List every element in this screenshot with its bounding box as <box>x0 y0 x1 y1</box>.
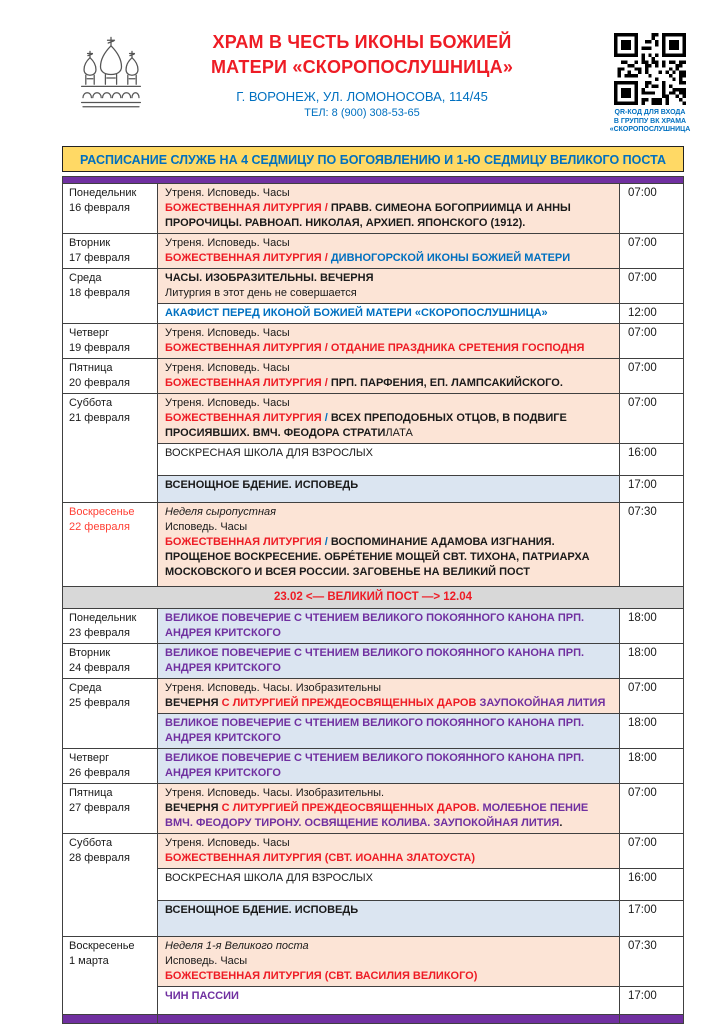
service-cell <box>158 444 620 476</box>
day-label: 16 февраля <box>69 202 130 214</box>
service-cell <box>158 394 620 444</box>
service-text-line <box>165 446 612 461</box>
qr-caption-line: «СКОРОПОСЛУШНИЦА <box>609 126 691 133</box>
service-text-segment: ПРП. ПАРФЕНИЯ, ЕП. ЛАМПСАКИЙСКОГО. <box>330 377 563 389</box>
service-text-segment: ВОСПОМИНАНИЕ АДАМОВА ИЗГНАНИЯ. ПРОЩЕНОЕ ВОСКРЕСЕНИЕ. ОБРЕ́ТЕНИЕ МОЩЕЙ СВТ. ТИХОНА, ПАТРИАРХА МОСКОВСКОГО И ВСЕЯ РОССИИ. ЗАГОВЕНЬЕ НА ВЕЛИКИЙ ПОСТ <box>165 536 593 578</box>
service-text-segment: АКАФИСТ ПЕРЕД ИКОНОЙ БОЖИЕЙ МАТЕРИ «СКОРОПОСЛУШНИЦА» <box>165 307 548 319</box>
service-text-line <box>165 411 612 441</box>
day-cell <box>63 644 158 679</box>
day-label: Понедельник <box>69 187 137 199</box>
time-cell: 07:30 <box>619 937 683 987</box>
service-text-segment: ВЕЧЕРНЯ <box>165 802 222 814</box>
time-cell: 07:00 <box>619 269 683 304</box>
table-row <box>63 937 684 987</box>
day-label: 17 февраля <box>69 252 130 264</box>
service-cell <box>158 609 620 644</box>
time-cell: 16:00 <box>619 444 683 476</box>
table-row <box>63 784 684 834</box>
day-label: Среда <box>69 682 102 694</box>
day-label: 27 февраля <box>69 802 130 814</box>
day-cell <box>63 834 158 937</box>
service-text-line <box>165 396 612 411</box>
service-text-segment: Исповедь. Часы <box>165 955 248 967</box>
top-band-row <box>63 177 684 184</box>
service-text-line <box>165 969 612 984</box>
time-cell: 12:00 <box>619 304 683 324</box>
day-label: Четверг <box>69 327 110 339</box>
service-text-segment: / <box>324 536 331 548</box>
time-cell: 07:00 <box>619 394 683 444</box>
service-text-segment: / <box>324 202 331 214</box>
church-title-line1: ХРАМ В ЧЕСТЬ ИКОНЫ БОЖИЕЙ <box>212 32 512 52</box>
qr-caption-line: В ГРУППУ ВК ХРАМА <box>613 117 687 125</box>
day-label: Пятница <box>69 362 113 374</box>
service-text-segment: ВЕЧЕРНЯ <box>165 697 222 709</box>
service-cell <box>158 269 620 304</box>
service-text-segment: Утреня. Исповедь. Часы <box>165 237 290 249</box>
day-cell <box>63 324 158 359</box>
service-text-line <box>165 505 612 520</box>
service-cell <box>158 714 620 749</box>
service-cell <box>158 937 620 987</box>
table-row <box>63 359 684 394</box>
time-cell: 17:00 <box>619 901 683 937</box>
schedule-table <box>62 176 684 1024</box>
day-label: Пятница <box>69 787 113 799</box>
table-row <box>63 269 684 304</box>
service-text-line <box>165 851 612 866</box>
day-cell <box>63 679 158 749</box>
service-cell <box>158 304 620 324</box>
day-label: Четверг <box>69 752 110 764</box>
service-text-line <box>165 186 612 201</box>
service-text-line <box>165 478 612 493</box>
service-text-line <box>165 520 612 535</box>
service-text-line <box>165 306 612 321</box>
day-label: Суббота <box>69 837 113 849</box>
day-cell <box>63 784 158 834</box>
service-text-line <box>165 786 612 801</box>
service-text-segment: Исповедь. Часы <box>165 521 248 533</box>
purple-band <box>158 1015 620 1024</box>
service-text-line <box>165 286 612 301</box>
service-cell <box>158 784 620 834</box>
service-text-line <box>165 611 612 641</box>
service-text-line <box>165 251 612 266</box>
service-text-segment: ЗАУПОКОЙНАЯ ЛИТИЯ <box>479 697 606 709</box>
day-label: 22 февраля <box>69 521 130 533</box>
table-row <box>63 184 684 234</box>
header-title-block <box>150 30 574 119</box>
service-text-segment: ЧАСЫ. ИЗОБРАЗИТЕЛЬНЫ. ВЕЧЕРНЯ <box>165 272 374 284</box>
day-label: 24 февраля <box>69 662 130 674</box>
purple-band <box>63 1015 158 1024</box>
day-cell <box>63 609 158 644</box>
service-cell <box>158 234 620 269</box>
day-cell <box>63 503 158 587</box>
table-row <box>63 324 684 359</box>
qr-caption-line: QR-КОД ДЛЯ ВХОДА <box>614 109 686 116</box>
day-label: 1 марта <box>69 955 109 967</box>
service-text-segment: Литургия в этот день не совершается <box>165 287 357 299</box>
day-cell <box>63 234 158 269</box>
service-text-segment: ВСЕХ ПРЕПОДОБНЫХ ОТЦОВ, В ПОДВИГЕ ПРОСИЯВШИХ. ВМЧ. ФЕОДОРА СТРАТИ <box>165 412 570 439</box>
time-cell: 18:00 <box>619 749 683 784</box>
day-label: Воскресенье <box>69 506 135 518</box>
service-text-line <box>165 236 612 251</box>
service-text-segment: ВЕЛИКОЕ ПОВЕЧЕРИЕ С ЧТЕНИЕМ ВЕЛИКОГО ПОКОЯННОГО КАНОНА ПРП. АНДРЕЯ КРИТСКОГО <box>165 612 588 639</box>
service-text-segment: Утреня. Исповедь. Часы <box>165 362 290 374</box>
service-text-segment: БОЖЕСТВЕННАЯ ЛИТУРГИЯ <box>165 342 325 354</box>
service-text-segment: БОЖЕСТВЕННАЯ ЛИТУРГИЯ <box>165 412 325 424</box>
service-text-segment: ВОСКРЕСНАЯ ШКОЛА ДЛЯ ВЗРОСЛЫХ <box>165 872 373 884</box>
service-cell <box>158 324 620 359</box>
day-label: Среда <box>69 272 102 284</box>
qr-code-svg <box>614 33 686 105</box>
time-cell: 07:00 <box>619 234 683 269</box>
service-text-line <box>165 751 612 781</box>
day-cell <box>63 749 158 784</box>
cross-icon <box>88 37 135 57</box>
service-text-line <box>165 326 612 341</box>
day-cell <box>63 359 158 394</box>
service-text-segment: Утреня. Исповедь. Часы <box>165 397 290 409</box>
table-row <box>63 679 684 714</box>
service-text-line <box>165 954 612 969</box>
band-row <box>63 587 684 609</box>
day-label: Понедельник <box>69 612 137 624</box>
table-row <box>63 644 684 679</box>
table-row <box>63 749 684 784</box>
service-text-segment: ДИВНОГОРСКОЙ ИКОНЫ БОЖИЕЙ МАТЕРИ <box>330 252 571 264</box>
service-text-segment: Неделя сыропустная <box>165 506 276 518</box>
table-row <box>63 834 684 869</box>
service-cell <box>158 184 620 234</box>
service-text-line <box>165 801 612 831</box>
service-text-segment: Утреня. Исповедь. Часы <box>165 837 290 849</box>
service-text-segment: Неделя 1-я Великого поста <box>165 940 309 952</box>
service-text-line <box>165 939 612 954</box>
service-text-segment: ВЕЛИКОЕ ПОВЕЧЕРИЕ С ЧТЕНИЕМ ВЕЛИКОГО ПОКОЯННОГО КАНОНА ПРП. АНДРЕЯ КРИТСКОГО <box>165 717 588 744</box>
service-text-segment: БОЖЕСТВЕННАЯ ЛИТУРГИЯ <box>165 252 325 264</box>
day-label: 28 февраля <box>69 852 130 864</box>
purple-band <box>63 177 684 184</box>
service-text-line <box>165 376 612 391</box>
service-text-segment: Утреня. Исповедь. Часы. Изобразительны. <box>165 787 385 799</box>
service-text-segment: БОЖЕСТВЕННАЯ ЛИТУРГИЯ <box>165 377 325 389</box>
qr-caption <box>604 109 696 135</box>
service-cell <box>158 503 620 587</box>
service-cell <box>158 901 620 937</box>
time-cell: 18:00 <box>619 714 683 749</box>
qr-block <box>604 33 696 135</box>
service-text-segment: ОТДАНИЕ ПРАЗДНИКА СРЕТЕНИЯ ГОСПОДНЯ <box>330 342 585 354</box>
service-text-segment: ЧИН ПАССИИ <box>165 990 239 1002</box>
service-text-segment: МОЛЕБНОЕ ПЕНИЕ ВМЧ. ФЕОДОРУ ТИРОНУ. ОСВЯЩЕНИЕ КОЛИВА. ЗАУПОКОЙНАЯ ЛИТИЯ <box>165 802 592 829</box>
day-label: 25 февраля <box>69 697 130 709</box>
service-text-segment: Утреня. Исповедь. Часы <box>165 327 290 339</box>
day-cell <box>63 269 158 324</box>
time-cell: 07:00 <box>619 324 683 359</box>
church-title-line2: МАТЕРИ «СКОРОПОСЛУШНИЦА» <box>210 57 514 77</box>
day-cell <box>63 937 158 1015</box>
schedule-table-body <box>63 177 684 1024</box>
time-cell: 07:00 <box>619 359 683 394</box>
table-row <box>63 609 684 644</box>
day-label: Вторник <box>69 647 111 659</box>
time-cell: 18:00 <box>619 609 683 644</box>
table-row <box>63 394 684 444</box>
table-row <box>63 234 684 269</box>
service-text-segment: ЛАТА <box>385 427 413 439</box>
service-text-segment: ВЕЛИКОЕ ПОВЕЧЕРИЕ С ЧТЕНИЕМ ВЕЛИКОГО ПОКОЯННОГО КАНОНА ПРП. АНДРЕЯ КРИТСКОГО <box>165 752 588 779</box>
service-cell <box>158 749 620 784</box>
service-text-line <box>165 696 612 711</box>
service-cell <box>158 359 620 394</box>
day-label: Суббота <box>69 397 113 409</box>
service-cell <box>158 834 620 869</box>
service-text-segment: / <box>324 412 331 424</box>
service-text-line <box>165 341 612 356</box>
service-text-line <box>165 903 612 918</box>
church-phone: ТЕЛ: 8 (900) 308-53-65 <box>304 107 420 119</box>
day-label: Воскресенье <box>69 940 135 952</box>
service-text-segment: БОЖЕСТВЕННАЯ ЛИТУРГИЯ <box>165 536 325 548</box>
bottom-band-row <box>63 1015 684 1024</box>
schedule-title-bar: РАСПИСАНИЕ СЛУЖБ НА 4 СЕДМИЦУ ПО БОГОЯВЛЕНИЮ И 1-Ю СЕДМИЦУ ВЕЛИКОГО ПОСТА <box>62 146 684 172</box>
time-cell: 18:00 <box>619 644 683 679</box>
service-text-line <box>165 646 612 676</box>
day-label: 26 февраля <box>69 767 130 779</box>
service-cell <box>158 644 620 679</box>
time-cell: 07:00 <box>619 184 683 234</box>
service-text-line <box>165 681 612 696</box>
service-text-line <box>165 989 612 1004</box>
service-text-segment: ВСЕНОЩНОЕ БДЕНИЕ. ИСПОВЕДЬ <box>165 479 359 491</box>
church-address: Г. ВОРОНЕЖ, УЛ. ЛОМОНОСОВА, 114/45 <box>236 89 488 104</box>
day-label: 18 февраля <box>69 287 130 299</box>
service-text-segment: БОЖЕСТВЕННАЯ ЛИТУРГИЯ (СВТ. ВАСИЛИЯ ВЕЛИКОГО) <box>165 970 478 982</box>
service-text-segment: . <box>559 817 563 829</box>
service-text-segment: С ЛИТУРГИЕЙ ПРЕЖДЕОСВЯЩЕННЫХ ДАРОВ <box>221 697 480 709</box>
service-text-line <box>165 361 612 376</box>
service-text-line <box>165 716 612 746</box>
day-label: Вторник <box>69 237 111 249</box>
day-label: 21 февраля <box>69 412 130 424</box>
service-text-segment: ВЕЛИКОЕ ПОВЕЧЕРИЕ С ЧТЕНИЕМ ВЕЛИКОГО ПОКОЯННОГО КАНОНА ПРП. АНДРЕЯ КРИТСКОГО <box>165 647 588 674</box>
lent-band-cell <box>63 587 684 609</box>
purple-band <box>619 1015 683 1024</box>
service-text-segment: БОЖЕСТВЕННАЯ ЛИТУРГИЯ <box>165 202 325 214</box>
service-text-segment: ВСЕНОЩНОЕ БДЕНИЕ. ИСПОВЕДЬ <box>165 904 359 916</box>
time-cell: 07:00 <box>619 784 683 834</box>
service-text-segment: / <box>324 377 331 389</box>
table-row <box>63 503 684 587</box>
church-logo <box>76 36 146 116</box>
service-text-segment: ПРАВВ. СИМЕОНА БОГОПРИИМЦА И АННЫ ПРОРОЧИЦЫ. РАВНОАП. НИКОЛАЯ, АРХИЕП. ЯПОНСКОГО (1912). <box>165 202 574 229</box>
time-cell: 17:00 <box>619 987 683 1015</box>
time-cell: 07:30 <box>619 503 683 587</box>
day-label: 23 февраля <box>69 627 130 639</box>
service-cell <box>158 869 620 901</box>
qr-code-icon <box>614 33 686 105</box>
time-cell: 17:00 <box>619 476 683 503</box>
time-cell: 07:00 <box>619 834 683 869</box>
time-cell: 16:00 <box>619 869 683 901</box>
service-text-segment: С ЛИТУРГИЕЙ ПРЕЖДЕОСВЯЩЕННЫХ ДАРОВ. <box>221 802 483 814</box>
service-text-segment: ВОСКРЕСНАЯ ШКОЛА ДЛЯ ВЗРОСЛЫХ <box>165 447 373 459</box>
service-cell <box>158 679 620 714</box>
day-cell <box>63 184 158 234</box>
page-header <box>0 0 724 146</box>
service-text-segment: 23.02 <— ВЕЛИКИЙ ПОСТ —> 12.04 <box>273 591 473 603</box>
service-cell <box>158 987 620 1015</box>
service-text-line <box>165 871 612 886</box>
service-text-segment: БОЖЕСТВЕННАЯ ЛИТУРГИЯ (СВТ. ИОАННА ЗЛАТОУСТА) <box>165 852 476 864</box>
service-text-line <box>165 271 612 286</box>
service-text-line <box>165 836 612 851</box>
service-text-segment: / <box>324 252 331 264</box>
time-cell: 07:00 <box>619 679 683 714</box>
service-text-line <box>165 535 612 580</box>
day-label: 20 февраля <box>69 377 130 389</box>
service-text-line <box>165 201 612 231</box>
service-text-segment: / <box>324 342 331 354</box>
service-text-segment: Утреня. Исповедь. Часы <box>165 187 290 199</box>
service-cell <box>158 476 620 503</box>
day-label: 19 февраля <box>69 342 130 354</box>
service-text-segment: Утреня. Исповедь. Часы. Изобразительны <box>165 682 382 694</box>
day-cell <box>63 394 158 503</box>
